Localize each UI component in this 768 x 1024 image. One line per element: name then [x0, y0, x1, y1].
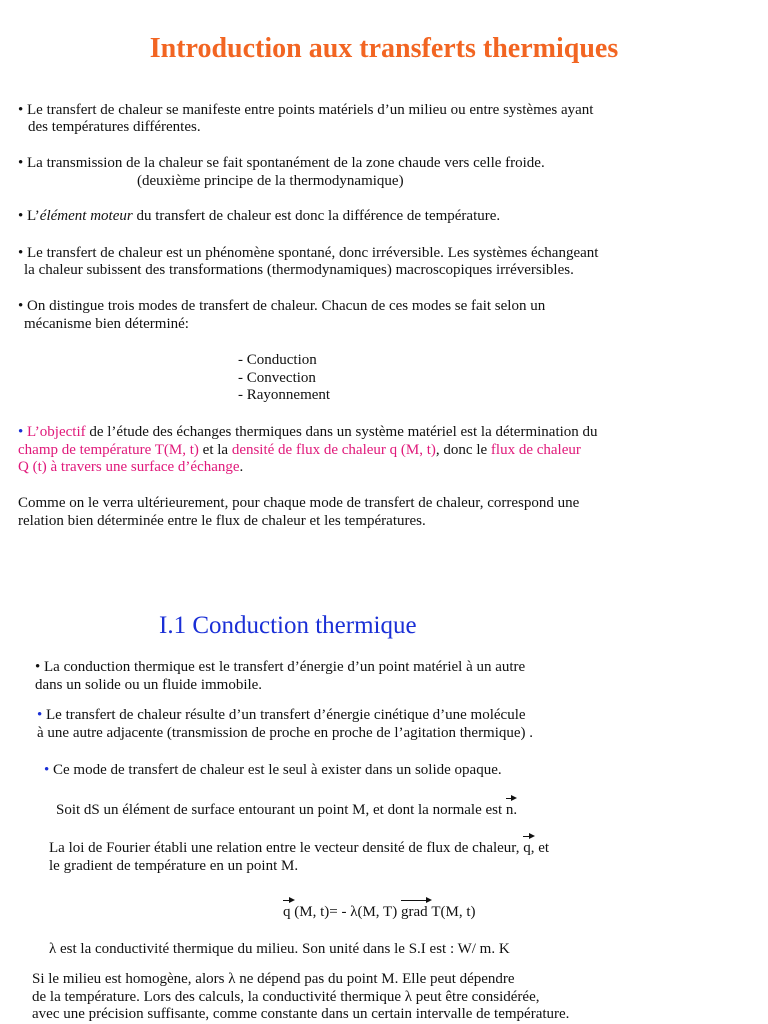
conduction-3-bullet: • [44, 762, 50, 778]
mode-item: - Rayonnement [238, 387, 331, 403]
normal-vector-n: n [505, 802, 514, 818]
objectif-line-1 [18, 423, 598, 441]
objectif-line-3 [18, 458, 243, 476]
conduction-2-line-1 [37, 706, 526, 724]
gradient-vector: grad [400, 904, 428, 920]
bullet-2-line-2: (deuxième principe de la thermodynamique) [137, 173, 404, 189]
loi-end: , et [530, 840, 550, 856]
objectif-highlight: L’objectif [23, 424, 86, 440]
champ-temperature: champ de température T(M, t) [18, 442, 199, 458]
bullet-3-emphasis: élément moteur [39, 208, 133, 224]
bullet-3-post: du transfert de chaleur est donc la différence de température. [132, 208, 501, 224]
flux-chaleur: flux de chaleur [490, 442, 581, 458]
comme-line-1: Comme on le verra ultérieurement, pour chaque mode de transfert de chaleur, correspond une [18, 495, 580, 511]
objectif-connector: , donc le [435, 442, 491, 458]
objectif-text: de l’étude des échanges thermiques dans un système matériel est la détermination du [85, 424, 598, 440]
bullet-5-line-2: mécanisme bien déterminé: [24, 316, 189, 332]
bullet-4-line-2: la chaleur subissent des transformations (thermodynamiques) macroscopiques irréversibles. [24, 262, 574, 278]
soit-end: . [513, 802, 518, 818]
bullet-3-pre: • L’ [18, 208, 40, 224]
homogeneous-line-3: avec une précision suffisante, comme constante dans un certain intervalle de température. [32, 1006, 570, 1022]
surface-echange: Q (t) à travers une surface d’échange [18, 459, 240, 475]
bullet-3 [18, 207, 500, 225]
mode-item: - Conduction [238, 352, 317, 368]
conduction-1-line-1: • La conduction thermique est le transfert d’énergie d’un point matériel à un autre [35, 659, 526, 675]
bullet-1-line-1: • Le transfert de chaleur se manifeste entre points matériels d’un milieu ou entre systèmes ayant [18, 102, 594, 118]
objectif-bullet: • [18, 424, 24, 440]
equation-middle: (M, t)= - λ(M, T) [290, 904, 401, 920]
bullet-5-line-1: • On distingue trois modes de transfert de chaleur. Chacun de ces modes se fait selon un [18, 298, 546, 314]
bullet-4-line-1: • Le transfert de chaleur est un phénomène spontané, donc irréversible. Les systèmes échangeant [18, 245, 599, 261]
equation-vector-q: q [283, 904, 291, 920]
objectif-period: . [239, 459, 244, 475]
soit-line [56, 801, 517, 819]
objectif-connector: et la [198, 442, 232, 458]
comme-line-2: relation bien déterminée entre le flux de chaleur et les températures. [18, 513, 426, 529]
mode-item: - Convection [238, 370, 316, 386]
bullet-2-line-1: • La transmission de la chaleur se fait spontanément de la zone chaude vers celle froide. [18, 155, 545, 171]
bullet-1-line-2: des températures différentes. [28, 119, 201, 135]
lambda-line: λ est la conductivité thermique du milieu. Son unité dans le S.I est : W/ m. K [49, 941, 510, 957]
homogeneous-line-2: de la température. Lors des calculs, la conductivité thermique λ peut être considérée, [32, 989, 540, 1005]
conduction-2-bullet: • [37, 707, 43, 723]
loi-line-1 [49, 839, 549, 857]
soit-text: Soit dS un élément de surface entourant un point M, et dont la normale est [56, 802, 506, 818]
loi-text: La loi de Fourier établi une relation entre le vecteur densité de flux de chaleur, [49, 840, 524, 856]
conduction-1-line-2: dans un solide ou un fluide immobile. [35, 677, 263, 693]
loi-line-2: le gradient de température en un point M. [49, 858, 299, 874]
conduction-2-line-2: à une autre adjacente (transmission de proche en proche de l’agitation thermique) . [37, 725, 534, 741]
fourier-equation [283, 903, 476, 921]
homogeneous-line-1: Si le milieu est homogène, alors λ ne dépend pas du point M. Elle peut dépendre [32, 971, 515, 987]
equation-end: T(M, t) [427, 904, 476, 920]
page-title: Introduction aux transferts thermiques [149, 33, 619, 64]
densite-flux: densité de flux de chaleur q (M, t) [231, 442, 436, 458]
section-title: I.1 Conduction thermique [159, 612, 417, 639]
vector-q: q [523, 840, 531, 856]
objectif-line-2 [18, 441, 581, 459]
conduction-3 [44, 761, 502, 779]
conduction-2-text: Le transfert de chaleur résulte d’un transfert d’énergie cinétique d’une molécule [42, 707, 526, 723]
conduction-3-text: Ce mode de transfert de chaleur est le seul à exister dans un solide opaque. [49, 762, 502, 778]
